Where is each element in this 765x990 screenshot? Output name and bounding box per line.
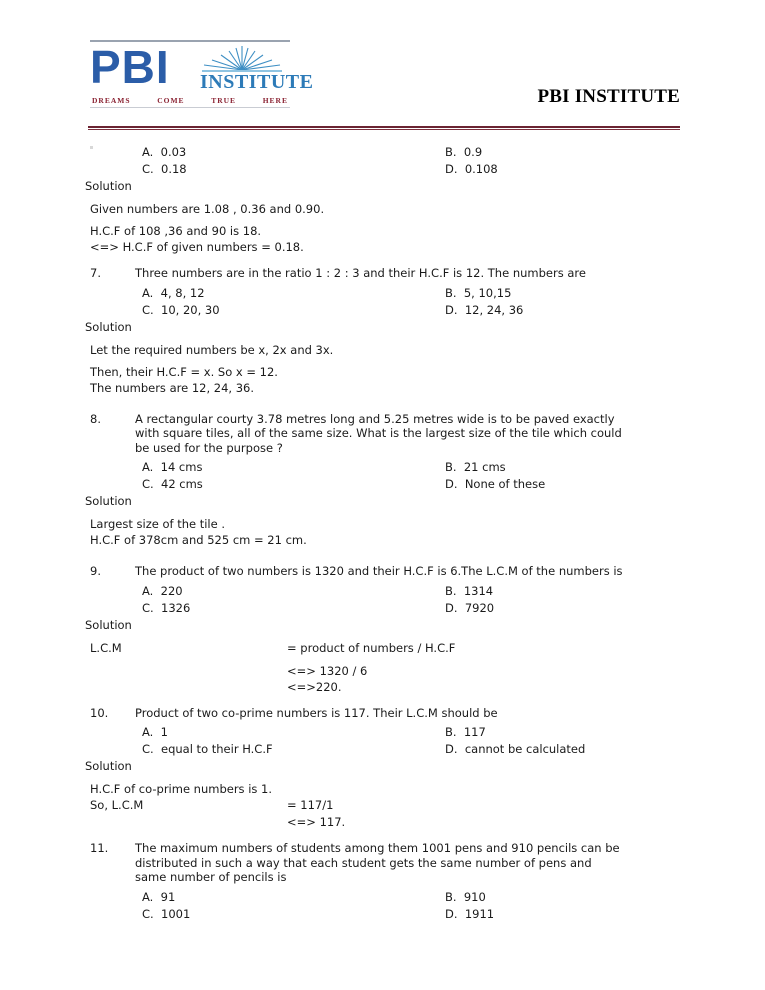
solution-line (0, 640, 765, 657)
tagline-word-4: HERE (262, 96, 288, 105)
solution-line (0, 797, 765, 814)
solution-label: Solution (85, 494, 132, 508)
option-choice[interactable]: D. 12, 24, 36 (445, 302, 524, 317)
solution-label: Solution (85, 319, 132, 334)
solution-value: = product of numbers / H.C.F (287, 640, 456, 655)
solution-value: = 117/1 (287, 798, 334, 812)
solution-term: L.C.M (90, 640, 122, 655)
question-row (0, 564, 765, 579)
option-row (142, 889, 765, 906)
option-choice[interactable]: B. 910 (445, 889, 486, 904)
option-group (0, 459, 765, 493)
solution-line: H.C.F of 108 ,36 and 90 is 18. (90, 224, 262, 238)
option-row (142, 724, 765, 741)
option-choice[interactable]: A. 0.03 (142, 145, 187, 159)
question-number: 9. (90, 564, 101, 578)
spacer (0, 923, 765, 939)
tagline-word-2: COME (157, 96, 185, 105)
option-row (142, 144, 765, 161)
question-number: 8. (90, 411, 101, 426)
logo-tagline (92, 96, 288, 105)
spacer (0, 830, 765, 841)
option-choice[interactable]: B. 5, 10,15 (445, 285, 512, 300)
solution-line: Then, their H.C.F = x. So x = 12. (90, 364, 278, 379)
spacer (0, 548, 765, 564)
option-row (142, 285, 765, 302)
option-choice[interactable]: B. 21 cms (445, 460, 506, 474)
option-choice[interactable]: C. 1326 (142, 600, 191, 615)
solution-line: <=> H.C.F of given numbers = 0.18. (90, 240, 304, 254)
logo-brand-text: PBI (90, 41, 170, 93)
option-choice[interactable]: A. 220 (142, 583, 183, 598)
question-text: Product of two co-prime numbers is 117. Their L.C.M should be (135, 705, 498, 720)
question-block (0, 144, 765, 266)
solution-label: Solution (85, 179, 132, 193)
option-choice[interactable]: A. 91 (142, 889, 176, 904)
question-row (0, 412, 765, 456)
question-block (0, 706, 765, 842)
solution-line: Let the required numbers be x, 2x and 3x. (90, 342, 334, 357)
solution-line: <=> 117. (287, 815, 346, 829)
solution-label: Solution (85, 759, 132, 773)
option-choice[interactable]: B. 117 (445, 725, 486, 739)
option-row (142, 302, 765, 319)
option-choice[interactable]: A. 14 cms (142, 460, 203, 474)
option-choice[interactable]: D. None of these (445, 477, 546, 491)
option-choice[interactable]: A. 4, 8, 12 (142, 285, 205, 300)
pbi-institute-logo (90, 40, 314, 108)
solution-line: Largest size of the tile . (90, 517, 226, 531)
question-number: 11. (90, 841, 109, 855)
page-header (0, 0, 765, 140)
solution-line: The numbers are 12, 24, 36. (90, 380, 255, 395)
option-group (0, 285, 765, 319)
option-choice[interactable]: D. 1911 (445, 906, 495, 921)
option-group (0, 144, 765, 178)
question-block (0, 841, 765, 939)
option-row (142, 741, 765, 758)
solution-line: <=>220. (287, 679, 342, 694)
solution-line: <=> 1320 / 6 (287, 663, 368, 678)
question-row (0, 706, 765, 721)
option-choice[interactable]: D. 0.108 (445, 162, 498, 176)
option-choice[interactable]: D. 7920 (445, 600, 495, 615)
question-text: The maximum numbers of students among them 1001 pens and 910 pencils can be distributed in such a way that each student gets the same number of pens and same number of pencils is (135, 841, 620, 884)
option-choice[interactable]: C. 1001 (142, 906, 191, 921)
tagline-word-1: DREAMS (92, 96, 131, 105)
option-row (142, 459, 765, 476)
option-choice[interactable]: A. 1 (142, 725, 168, 739)
solution-line: H.C.F of 378cm and 525 cm = 21 cm. (90, 533, 307, 547)
option-group (0, 724, 765, 758)
option-group (0, 889, 765, 923)
option-group (0, 583, 765, 617)
spacer (0, 396, 765, 412)
header-divider (88, 126, 680, 130)
option-row (142, 476, 765, 493)
question-text: Three numbers are in the ratio 1 : 2 : 3 and their H.C.F is 12. The numbers are (135, 266, 586, 280)
question-number: 10. (90, 705, 109, 720)
option-choice[interactable]: B. 1314 (445, 583, 494, 598)
solution-term: So, L.C.M (90, 798, 144, 812)
question-list (0, 140, 765, 939)
question-block (0, 564, 765, 706)
question-text: A rectangular courty 3.78 metres long and 5.25 metres wide is to be paved exactly with square tiles, all of the same size. What is the largest size of the tile which could be used for the purpose ? (135, 411, 622, 455)
option-choice[interactable]: C. 42 cms (142, 477, 203, 491)
page-title: PBI INSTITUTE (537, 86, 680, 107)
question-block (0, 412, 765, 565)
option-choice[interactable]: C. 10, 20, 30 (142, 302, 220, 317)
question-text: The product of two numbers is 1320 and their H.C.F is 6.The L.C.M of the numbers is (135, 564, 623, 578)
spacer (0, 255, 765, 266)
option-choice[interactable]: C. 0.18 (142, 162, 187, 176)
question-number: 7. (90, 266, 101, 280)
solution-line: Given numbers are 1.08 , 0.36 and 0.90. (90, 202, 325, 216)
spacer (0, 695, 765, 706)
sunburst-icon (198, 44, 286, 74)
option-choice[interactable]: D. cannot be calculated (445, 742, 586, 756)
solution-label: Solution (85, 617, 132, 632)
tagline-word-3: TRUE (211, 96, 237, 105)
option-choice[interactable]: C. equal to their H.C.F (142, 742, 273, 756)
logo-institute-text: INSTITUTE (200, 71, 314, 93)
solution-line: H.C.F of co-prime numbers is 1. (90, 782, 273, 796)
option-row (142, 161, 765, 178)
option-choice[interactable]: B. 0.9 (445, 145, 483, 159)
question-row (0, 266, 765, 281)
option-row (142, 600, 765, 617)
option-row (142, 906, 765, 923)
question-block (0, 266, 765, 412)
option-row (142, 583, 765, 600)
question-row (0, 841, 765, 885)
